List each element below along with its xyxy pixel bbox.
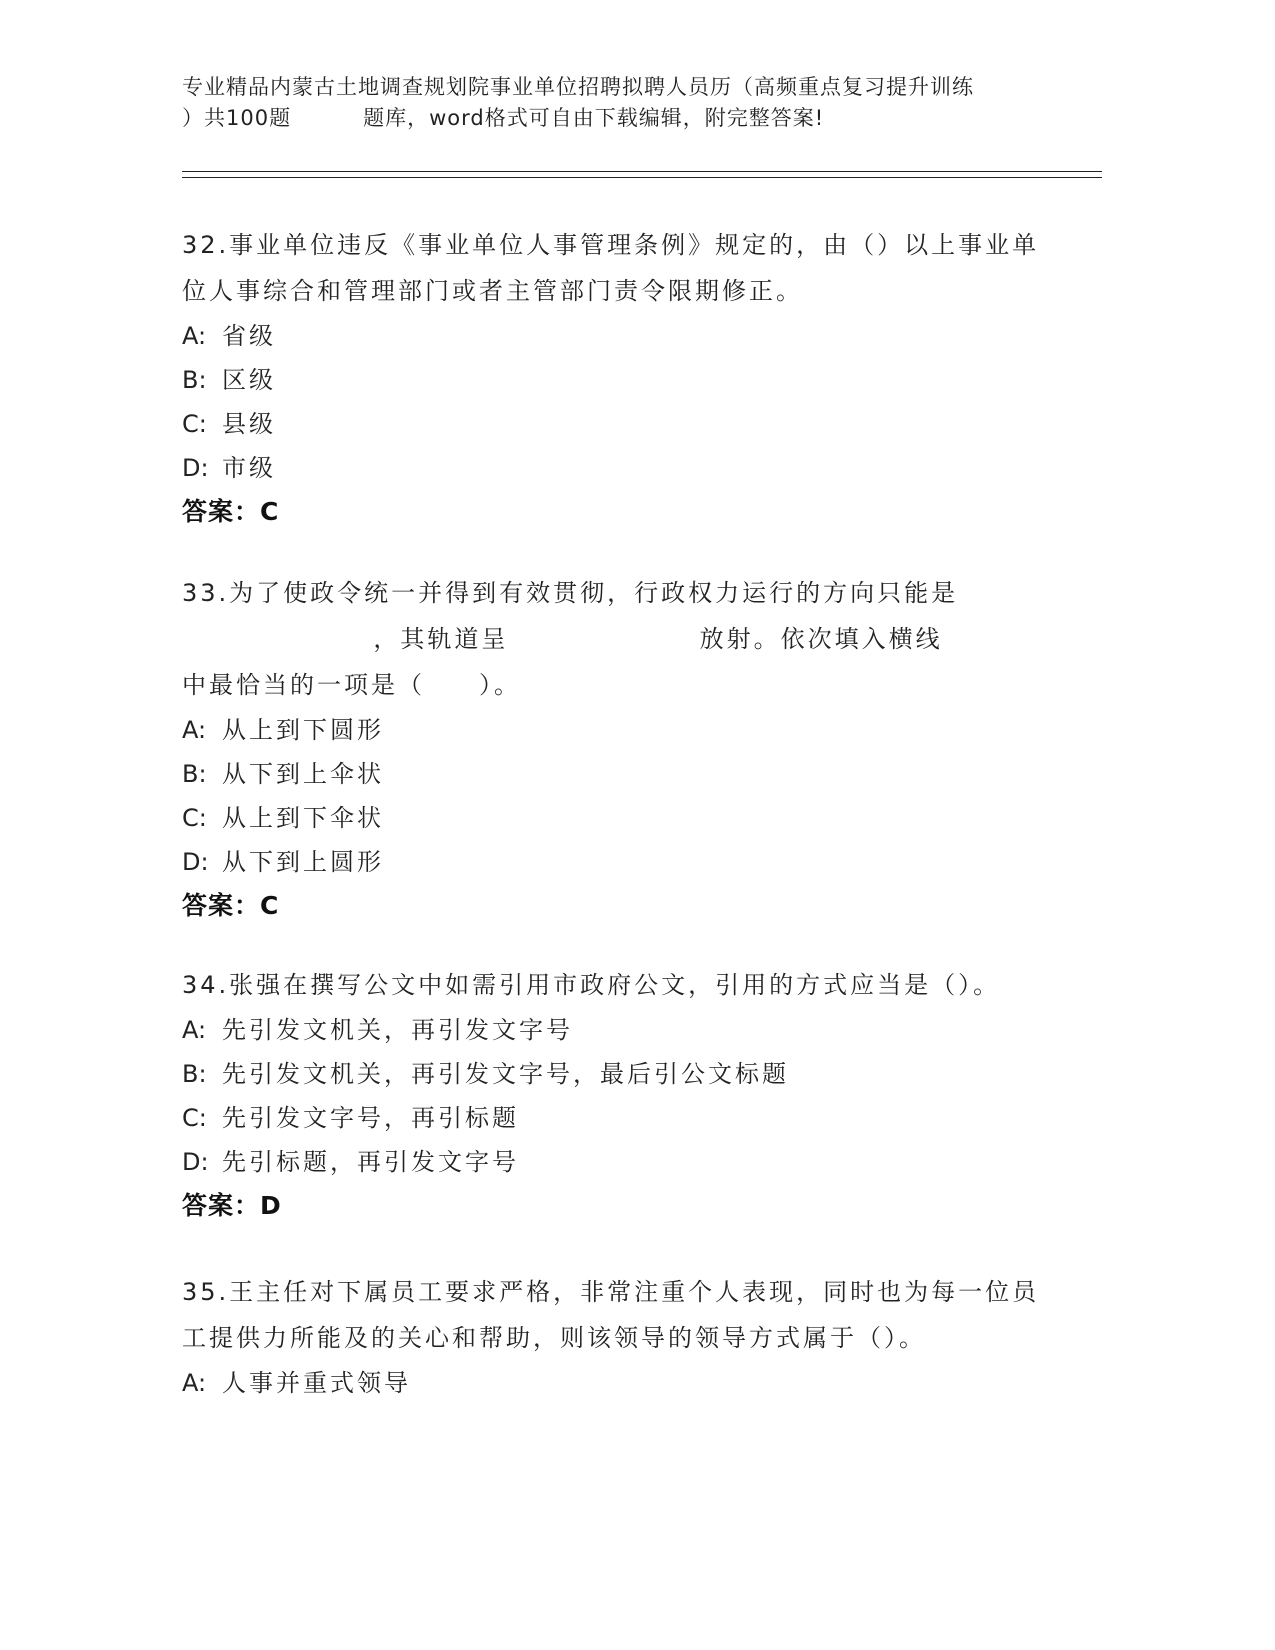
answer: 答案：C xyxy=(182,497,280,526)
question-33 xyxy=(182,570,1062,928)
header-divider-bottom xyxy=(182,177,1102,178)
option-b xyxy=(182,1052,1062,1096)
fill-blank-1 xyxy=(182,625,373,653)
option-key: C: xyxy=(182,1104,207,1132)
header-divider-top xyxy=(182,171,1102,172)
header-line-2-part-b: 题库，word格式可自由下载编辑，附完整答案! xyxy=(363,106,825,130)
question-stem: 35.王主任对下属员工要求严格，非常注重个人表现，同时也为每一位员工提供力所能及的关心和帮助，则该领导的领导方式属于（）。 xyxy=(182,1278,1040,1352)
question-35 xyxy=(182,1269,1062,1405)
option-text: 先引发文机关，再引发文字号 xyxy=(222,1016,573,1044)
option-a xyxy=(182,708,1062,752)
option-c xyxy=(182,1096,1062,1140)
header-line-2 xyxy=(182,103,1082,134)
question-stem-line-2 xyxy=(182,616,1062,662)
option-text: 先引标题，再引发文字号 xyxy=(222,1148,519,1176)
option-key: A: xyxy=(182,716,207,744)
option-b xyxy=(182,752,1062,796)
option-text: 从下到上伞状 xyxy=(222,760,384,788)
option-c xyxy=(182,402,1062,446)
option-a xyxy=(182,1008,1062,1052)
fill-blank-2 xyxy=(508,625,699,653)
answer: 答案：C xyxy=(182,891,280,920)
option-key: A: xyxy=(182,1016,207,1044)
option-d xyxy=(182,446,1062,490)
option-text: 县级 xyxy=(222,410,276,438)
option-text: 先引发文机关，再引发文字号，最后引公文标题 xyxy=(222,1060,789,1088)
option-text: 从上到下伞状 xyxy=(222,804,384,832)
document-header xyxy=(182,72,1082,134)
option-a xyxy=(182,314,1062,358)
option-text: 从上到下圆形 xyxy=(222,716,384,744)
question-stem-line-1: 33.为了使政令统一并得到有效贯彻，行政权力运行的方向只能是 xyxy=(182,579,959,607)
option-text: 省级 xyxy=(222,322,276,350)
option-key: D: xyxy=(182,454,209,482)
option-a xyxy=(182,1361,1062,1405)
option-c xyxy=(182,796,1062,840)
stem-segment: 放射。依次填入横线 xyxy=(699,625,943,653)
answer: 答案：D xyxy=(182,1191,282,1220)
stem-segment: ，其轨道呈 xyxy=(373,625,509,653)
question-34 xyxy=(182,962,1062,1228)
question-32 xyxy=(182,222,1062,534)
option-key: B: xyxy=(182,366,207,394)
header-line-2-part-a: ）共100题 xyxy=(182,106,292,130)
option-text: 人事并重式领导 xyxy=(222,1369,411,1397)
option-text: 区级 xyxy=(222,366,276,394)
option-text: 从下到上圆形 xyxy=(222,848,384,876)
option-b xyxy=(182,358,1062,402)
option-text: 先引发文字号，再引标题 xyxy=(222,1104,519,1132)
option-key: A: xyxy=(182,1369,207,1397)
option-text: 市级 xyxy=(222,454,276,482)
header-line-1: 专业精品内蒙古土地调查规划院事业单位招聘拟聘人员历（高频重点复习提升训练 xyxy=(182,75,974,99)
option-key: B: xyxy=(182,1060,207,1088)
option-key: A: xyxy=(182,322,207,350)
question-stem-line-3: 中最恰当的一项是（ ）。 xyxy=(182,671,521,699)
option-key: D: xyxy=(182,848,209,876)
option-d xyxy=(182,840,1062,884)
question-stem: 32.事业单位违反《事业单位人事管理条例》规定的，由（）以上事业单位人事综合和管理部门或者主管部门责令限期修正。 xyxy=(182,231,1040,305)
option-key: C: xyxy=(182,804,207,832)
option-key: B: xyxy=(182,760,207,788)
option-key: C: xyxy=(182,410,207,438)
option-key: D: xyxy=(182,1148,209,1176)
question-stem: 34.张强在撰写公文中如需引用市政府公文，引用的方式应当是（）。 xyxy=(182,971,1001,999)
option-d xyxy=(182,1140,1062,1184)
